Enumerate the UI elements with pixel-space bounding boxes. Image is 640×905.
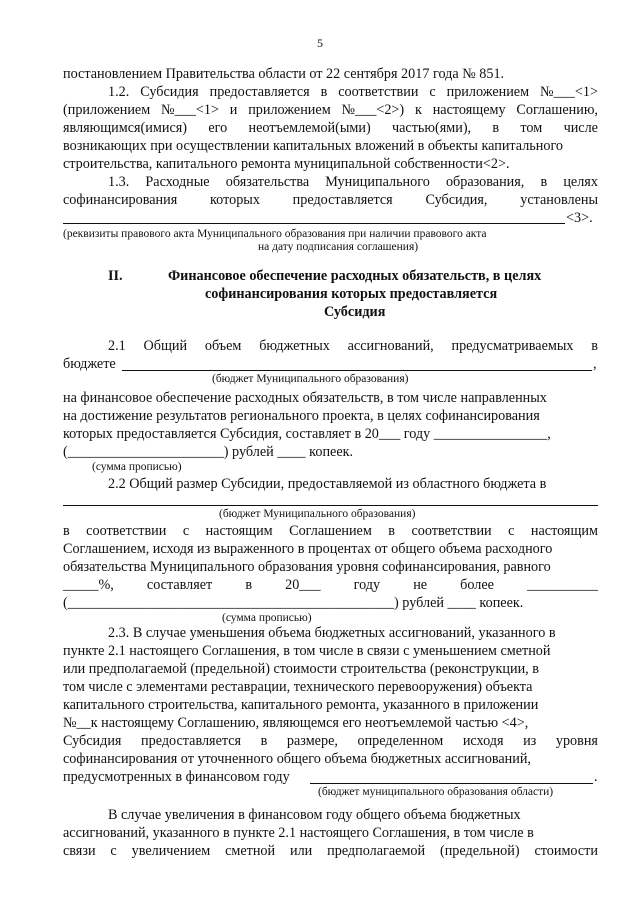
footnote-ref: <3>. <box>566 210 593 226</box>
text-line: капитального строительства, капитального ремонта, указанного в приложении <box>63 697 539 713</box>
text-line: обязательства Муниципального образования уровня софинансирования, равного <box>63 559 551 575</box>
text-line: возникающих при осуществлении капитальных вложений в объекты капитального <box>63 138 564 154</box>
clause-2-1-line-1: 2.1 Общий объем бюджетных ассигнований, предусматриваемых в <box>108 338 598 354</box>
text-line: том числе с элементами реставрации, технического перевооружения) объекта <box>63 679 533 695</box>
clause-1-2-line-2: (приложением №___<1> и приложением №___<2>) к настоящему Соглашению, <box>63 102 598 118</box>
section-number: II. <box>108 268 123 284</box>
text-line: на финансовое обеспечение расходных обязательств, в том числе направленных <box>63 390 547 406</box>
punctuation: . <box>594 769 598 785</box>
clause-1-3-line-2: софинансирования которых предоставляется Субсидия, установлены <box>63 192 598 208</box>
section-title-line-2: софинансирования которых предоставляется <box>205 286 498 302</box>
text-line: софинансирования от уточненного общего объема бюджетных ассигнований, <box>63 751 531 767</box>
text-line: на достижение результатов регионального проекта, в целях софинансирования <box>63 408 540 424</box>
clause-2-2-line-2: в соответствии с настоящим Соглашением в соответствии с настоящим <box>63 523 598 539</box>
section-title-line-3: Субсидия <box>324 304 386 320</box>
page-number: 5 <box>317 36 323 50</box>
clause-2-2-line-5: _____%, составляет в 20___ году не более __________ <box>63 577 598 593</box>
clause-2-3-line-7: Субсидия предоставляется в размере, определенном исходя из уровня <box>63 733 598 749</box>
field-caption: (сумма прописью) <box>92 461 182 473</box>
field-caption: (бюджет муниципального образования области) <box>318 786 554 798</box>
text-line: которых предоставляется Субсидия, составляет в 20___ году ________________, <box>63 426 551 442</box>
blank-line <box>63 223 565 224</box>
field-caption: (реквизиты правового акта Муниципального образования при наличии правового акта <box>63 228 487 240</box>
text-line: В случае увеличения в финансовом году общего объема бюджетных <box>108 807 521 823</box>
text-line: пункте 2.1 настоящего Соглашения, в том числе в связи с уменьшением сметной <box>63 643 551 659</box>
clause-1-2-line-1: 1.2. Субсидия предоставляется в соответствии с приложением №___<1> <box>108 84 598 100</box>
text-line: (______________________________________________) рублей ____ копеек. <box>63 595 524 611</box>
section-title-line-1: Финансовое обеспечение расходных обязательств, в целях <box>168 268 542 284</box>
text-line: 2.2 Общий размер Субсидии, предоставляемой из областного бюджета в <box>108 476 547 492</box>
text-line: (______________________) рублей ____ копеек. <box>63 444 354 460</box>
field-caption: (бюджет Муниципального образования) <box>212 373 409 385</box>
text-line: или предполагаемой (предельной) стоимости строительства (реконструкции, в <box>63 661 539 677</box>
text-line: ассигнований, указанного в пункте 2.1 настоящего Соглашения, в том числе в <box>63 825 534 841</box>
punctuation: , <box>593 356 597 372</box>
text-line: бюджете <box>63 356 116 372</box>
field-caption: (бюджет Муниципального образования) <box>219 508 416 520</box>
field-caption: на дату подписания соглашения) <box>258 241 419 253</box>
clause-1-3-line-1: 1.3. Расходные обязательства Муниципального образования, в целях <box>108 174 598 190</box>
blank-line <box>122 370 592 371</box>
clause-2-4-line-3: связи с увеличением сметной или предполагаемой (предельной) стоимости <box>63 843 598 859</box>
blank-line <box>63 505 598 506</box>
clause-1-2-line-3: являющимся(имися) его неотъемлемой(ыми) частью(ями), в том числе <box>63 120 598 136</box>
text-line: предусмотренных в финансовом году <box>63 769 290 785</box>
text-line: постановлением Правительства области от 22 сентября 2017 года № 851. <box>63 66 505 82</box>
text-line: 2.3. В случае уменьшения объема бюджетных ассигнований, указанного в <box>108 625 556 641</box>
text-line: №__к настоящему Соглашению, являющемся его неотъемлемой частью <4>, <box>63 715 529 731</box>
blank-line <box>310 783 593 784</box>
text-line: Соглашением, исходя из выраженного в процентах от общего объема расходного <box>63 541 553 557</box>
field-caption: (сумма прописью) <box>222 612 312 624</box>
text-line: строительства, капитального ремонта муниципальной собственности<2>. <box>63 156 510 172</box>
